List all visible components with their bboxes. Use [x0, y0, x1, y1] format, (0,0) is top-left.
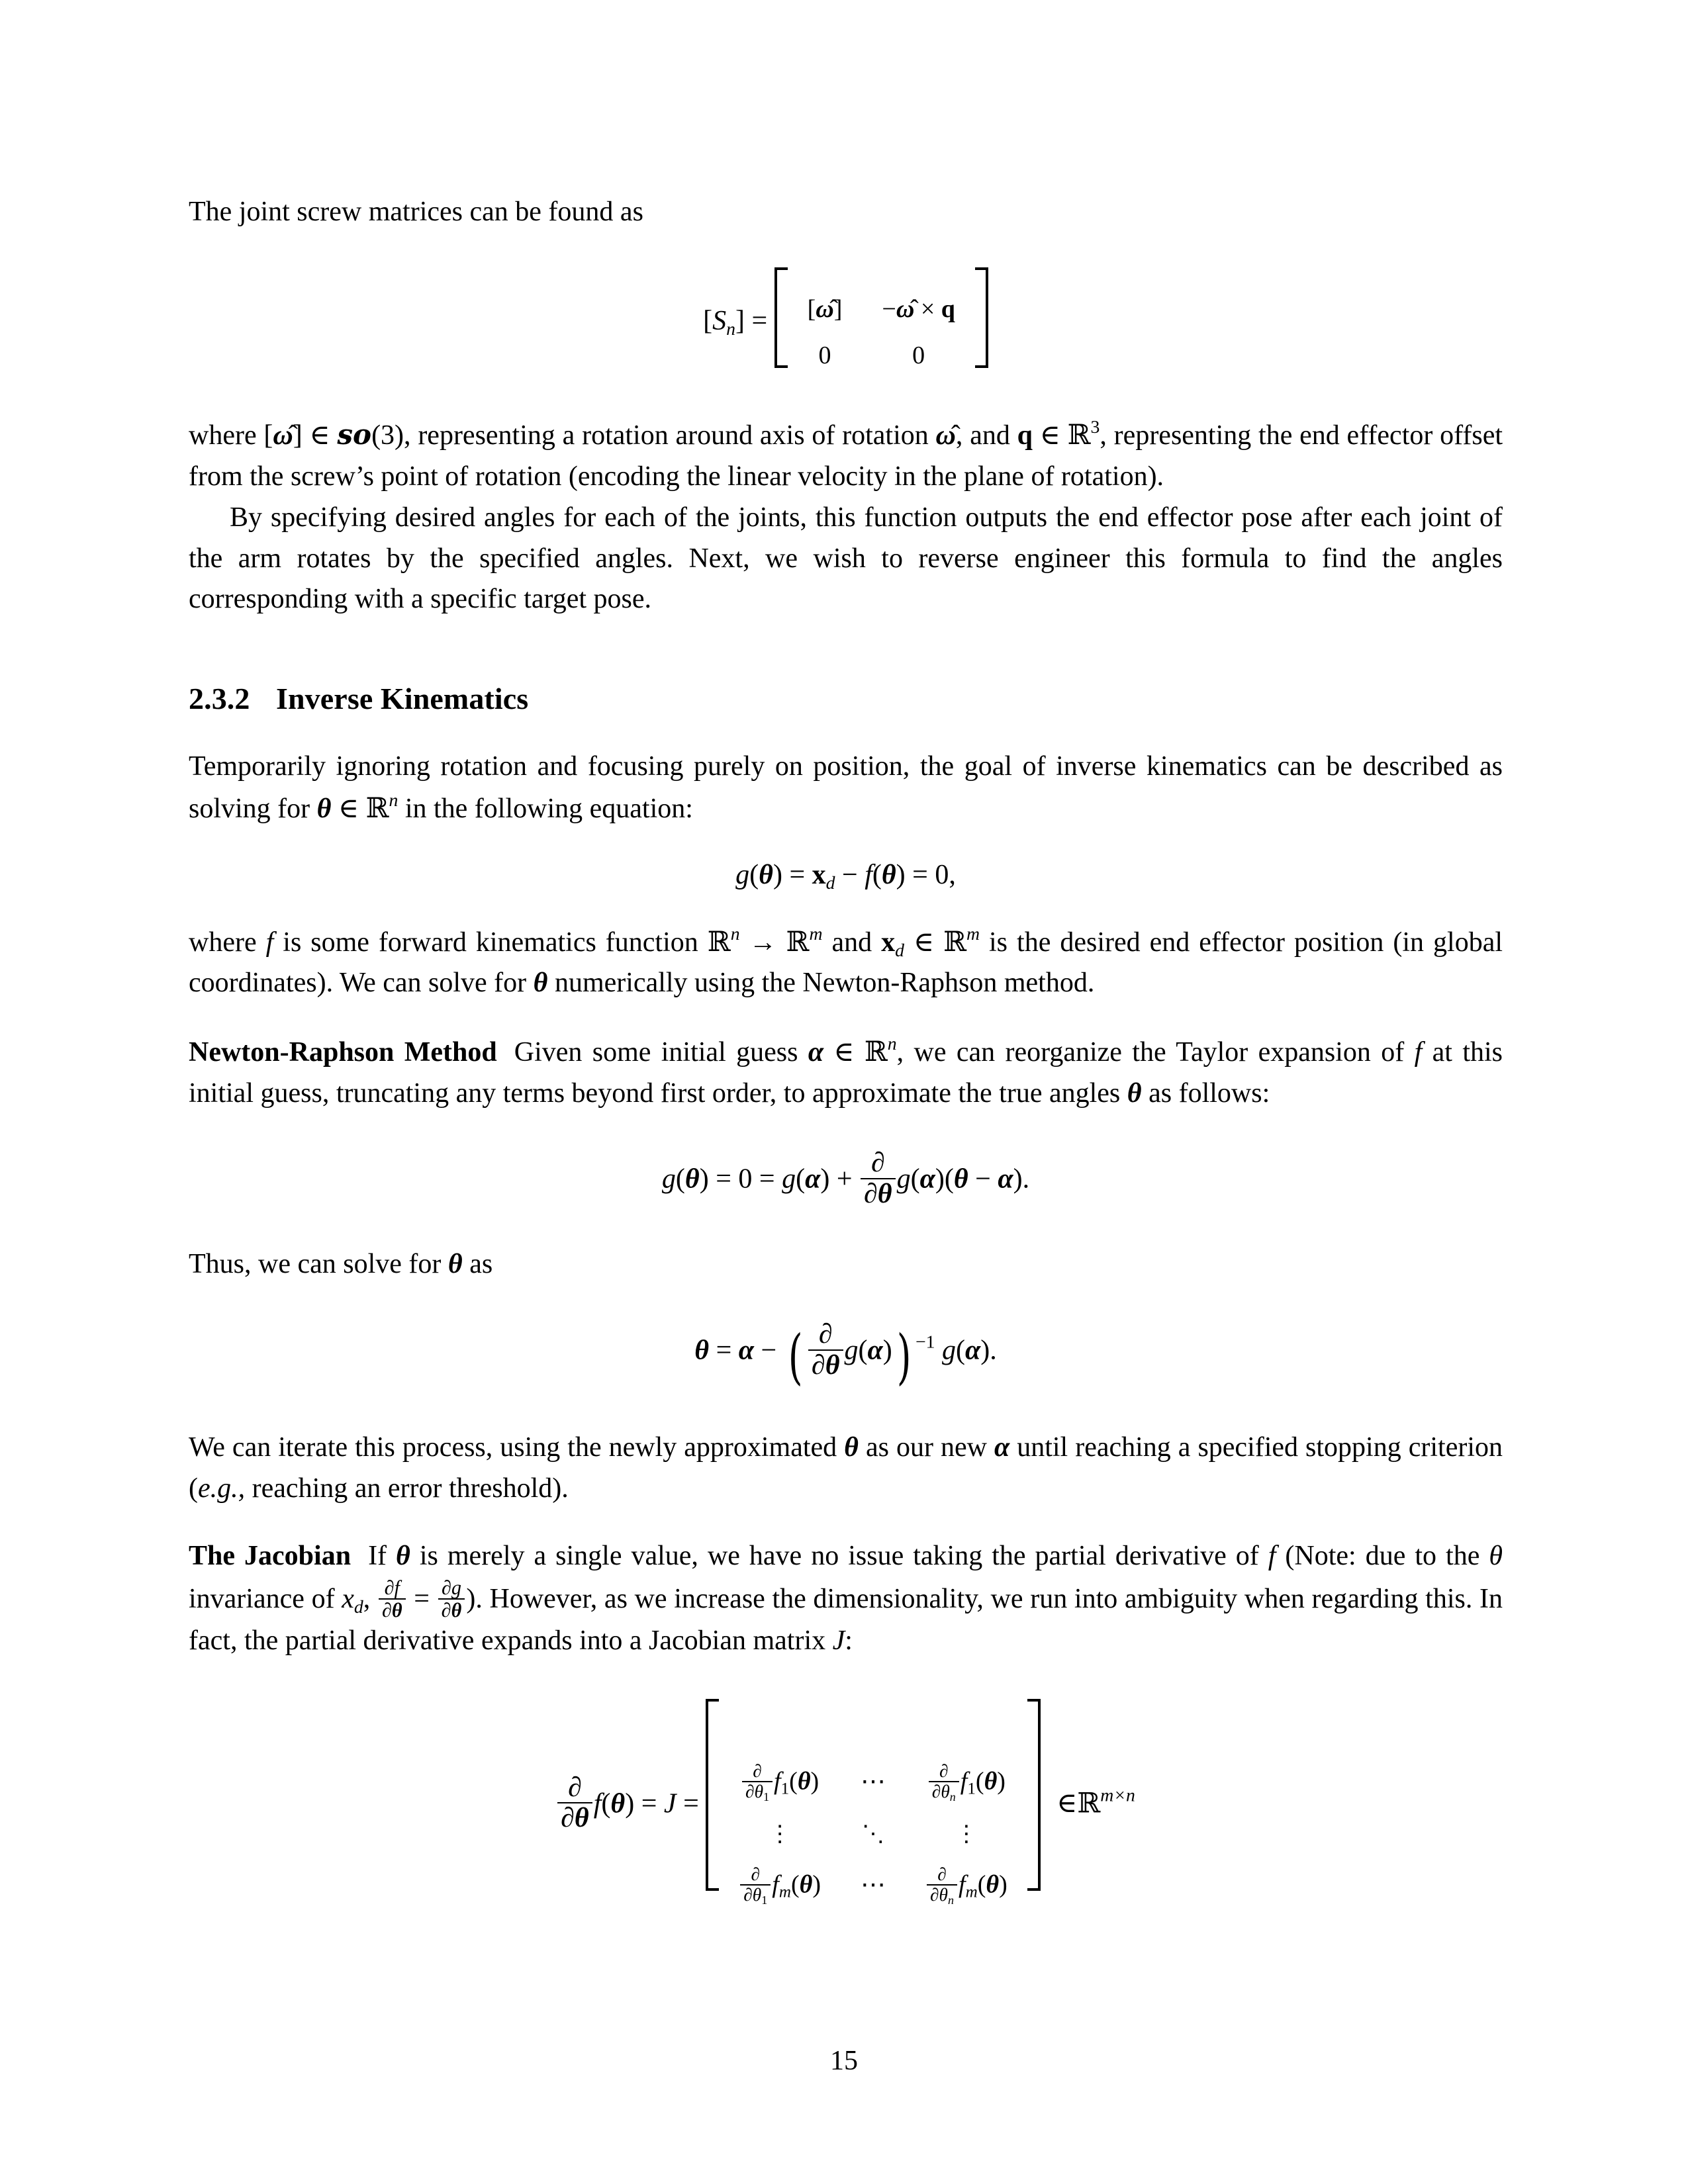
matrix-cell-mn: $\frac{\partial}{\partial\theta_n}$ $f_m(\theta)$	[906, 1856, 1027, 1913]
paragraph-by-specifying: By specifying desired angles for each of the joints, this function outputs the end effector pose after each joint of the arm rotates by the specified angles. Next, we wish to reverse engineer this formula to find the angles corresponding with a specific target pose.	[189, 502, 1503, 615]
eg-italic: e.g.,	[198, 1473, 246, 1504]
matrix-cell-ddots: ⋱	[862, 1821, 884, 1846]
paragraph-newton-raphson: Newton-Raphson Method Given some initial guess α ∈ ℝ$^n$, we can reorganize the Taylor expansion of f at this initial guess, truncating any terms beyond first order, to approximate the true angles θ as follows:	[189, 1032, 1503, 1109]
matrix-cell-1n: $\frac{\partial}{\partial\theta_n}$ $f_1(\theta)$	[906, 1753, 1027, 1810]
omega-hat-symbol: ω	[935, 420, 956, 451]
paragraph-thus: Thus, we can solve for θ as	[189, 1249, 493, 1280]
bracket-right	[1027, 1699, 1041, 1891]
paragraph-where-screw: where [ω] ∈ so(3), representing a rotation around axis of rotation ω, and q ∈ ℝ$^3$, representing the end effector offset from the screw’s point of rotation (encoding the linear velocity in the plane of rotation).	[189, 416, 1503, 492]
intro-text: The joint screw matrices can be found as	[189, 197, 643, 227]
equation-theta-solution: θ = α − ( $\frac{\partial}{\partial\theta}$ g(α)) $^{-1}$ g(α).	[694, 1319, 997, 1392]
page-number: 15	[830, 2046, 858, 2076]
matrix-row	[788, 332, 975, 379]
screw-lhs: $[S_n]$	[703, 305, 745, 339]
matrix-table	[719, 1753, 1027, 1913]
equation-g-theta: $g(\theta) = x_d - f(\theta) = 0$,	[735, 859, 956, 893]
theta-symbol: θ	[316, 793, 332, 824]
matrix-cell-m1: $\frac{\partial}{\partial\theta_1}$ $f_m(\theta)$	[719, 1856, 841, 1913]
partial-derivative-fraction: $\frac{\partial}{\partial\theta}$	[557, 1773, 592, 1833]
bracket-left	[706, 1699, 719, 1891]
matrix-cell-12: −ω̂ × q	[882, 295, 955, 324]
equation-taylor-expansion: g(θ) = 0 = g(α) + $\frac{\partial}{\partial\theta}$ g(α)(θ − α).	[661, 1148, 1030, 1209]
jacobian-matrix	[706, 1699, 1041, 1913]
matrix-row	[788, 286, 975, 332]
bracket-right	[975, 267, 988, 368]
so-symbol: so	[337, 418, 372, 451]
matrix-cell-11: [ω̂]	[807, 295, 843, 324]
matrix-cell-vdots-left: ⋮	[769, 1821, 792, 1846]
reals-symbol: ℝ	[1067, 418, 1091, 451]
matrix-cell-21: 0	[818, 341, 831, 370]
paren-close: )	[896, 1322, 912, 1392]
matrix-cell-cdots: ⋯	[861, 1768, 886, 1796]
partial-derivative-fraction: $\frac{\partial}{\partial\theta}$	[861, 1148, 896, 1208]
matrix-cell-cdots: ⋯	[861, 1871, 886, 1899]
membership-symbol: ∈	[1056, 1788, 1078, 1819]
section-number: 2.3.2	[189, 682, 250, 716]
partial-f-partial-theta-fraction: $\frac{\partial f}{\partial\theta}$	[379, 1577, 406, 1621]
partial-g-partial-theta-fraction: $\frac{\partial g}{\partial\theta}$	[438, 1577, 465, 1621]
screw-matrix	[774, 267, 988, 379]
section-title: Inverse Kinematics	[276, 682, 529, 716]
q-symbol: q	[1017, 420, 1033, 451]
f-symbol: f	[265, 927, 274, 958]
paragraph-temporarily: Temporarily ignoring rotation and focusing purely on position, the goal of inverse kinematics can be described as solving for θ ∈ ℝ$^n$ in the following equation:	[189, 751, 1503, 824]
table-row	[719, 1753, 1027, 1810]
inverse-exponent: −1	[915, 1331, 935, 1352]
newton-raphson-heading: Newton-Raphson Method	[189, 1036, 497, 1068]
paragraph-intro	[189, 192, 1503, 233]
jacobian-heading: The Jacobian	[189, 1541, 352, 1572]
matrix-cell-22: 0	[912, 341, 925, 370]
paragraph-where-f: where f is some forward kinematics function ℝ$^n$ → ℝ$^m$ and $x_d$ ∈ ℝ$^m$ is the desired end effector position (in global coordinates). We can solve for θ numerically using the Newton-Raphson method.	[189, 923, 1503, 999]
table-row	[719, 1810, 1027, 1856]
J-symbol: J	[832, 1625, 845, 1657]
theta-italic-symbol: θ	[1489, 1541, 1503, 1572]
reals-symbol: ℝ	[365, 791, 389, 824]
equation-screw-matrix	[189, 267, 1503, 379]
dimension-superscript: m×n	[1100, 1784, 1135, 1805]
matrix-cell-vdots-right: ⋮	[955, 1821, 978, 1846]
equals-sign: =	[751, 305, 768, 336]
omega-hat-symbol: ω	[273, 420, 293, 451]
paragraph-iterate: We can iterate this process, using the newly approximated θ as our new α until reaching a specified stopping criterion (e.g., reaching an error threshold).	[189, 1432, 1503, 1504]
alpha-symbol: α	[808, 1036, 824, 1068]
table-row	[719, 1856, 1027, 1913]
paren-open: (	[788, 1322, 803, 1392]
equation-jacobian-matrix: $\frac{\partial}{\partial\theta}$ f(θ) = J = $\frac{\partial}{\partial\theta_1}$ $f_1(\theta)$ ⋯ $\frac{\partial}{\partial\theta_n}$ $f_1(\theta)$ ⋮ ⋱ ⋮ $\frac{\partial}{\partial\theta_1}$ $f_m(\theta)$ ⋯ $\frac{\partial}{\partial\theta_n}$ $f_m(\theta)$ ∈ℝ$^{m\times n}$	[189, 1699, 1503, 1913]
partial-derivative-fraction: $\frac{\partial}{\partial\theta}$	[808, 1320, 843, 1380]
page-body-column	[189, 192, 1503, 1913]
paragraph-the-jacobian: The Jacobian If θ is merely a single value, we have no issue taking the partial derivative of f (Note: due to the θ invariance of $x_d$, $\frac{\partial f}{\partial\theta}$ = $\frac{\partial g}{\partial\theta}$ ). However, as we increase the dimensionality, we run into ambiguity when regarding this. In fact, the partial derivative expands into a Jacobian matrix J:	[189, 1541, 1503, 1657]
bracket-left	[774, 267, 788, 368]
section-heading-inverse-kinematics	[189, 681, 1503, 716]
matrix-table	[788, 286, 975, 379]
matrix-cell-11: $\frac{\partial}{\partial\theta_1}$ $f_1(\theta)$	[719, 1753, 841, 1810]
